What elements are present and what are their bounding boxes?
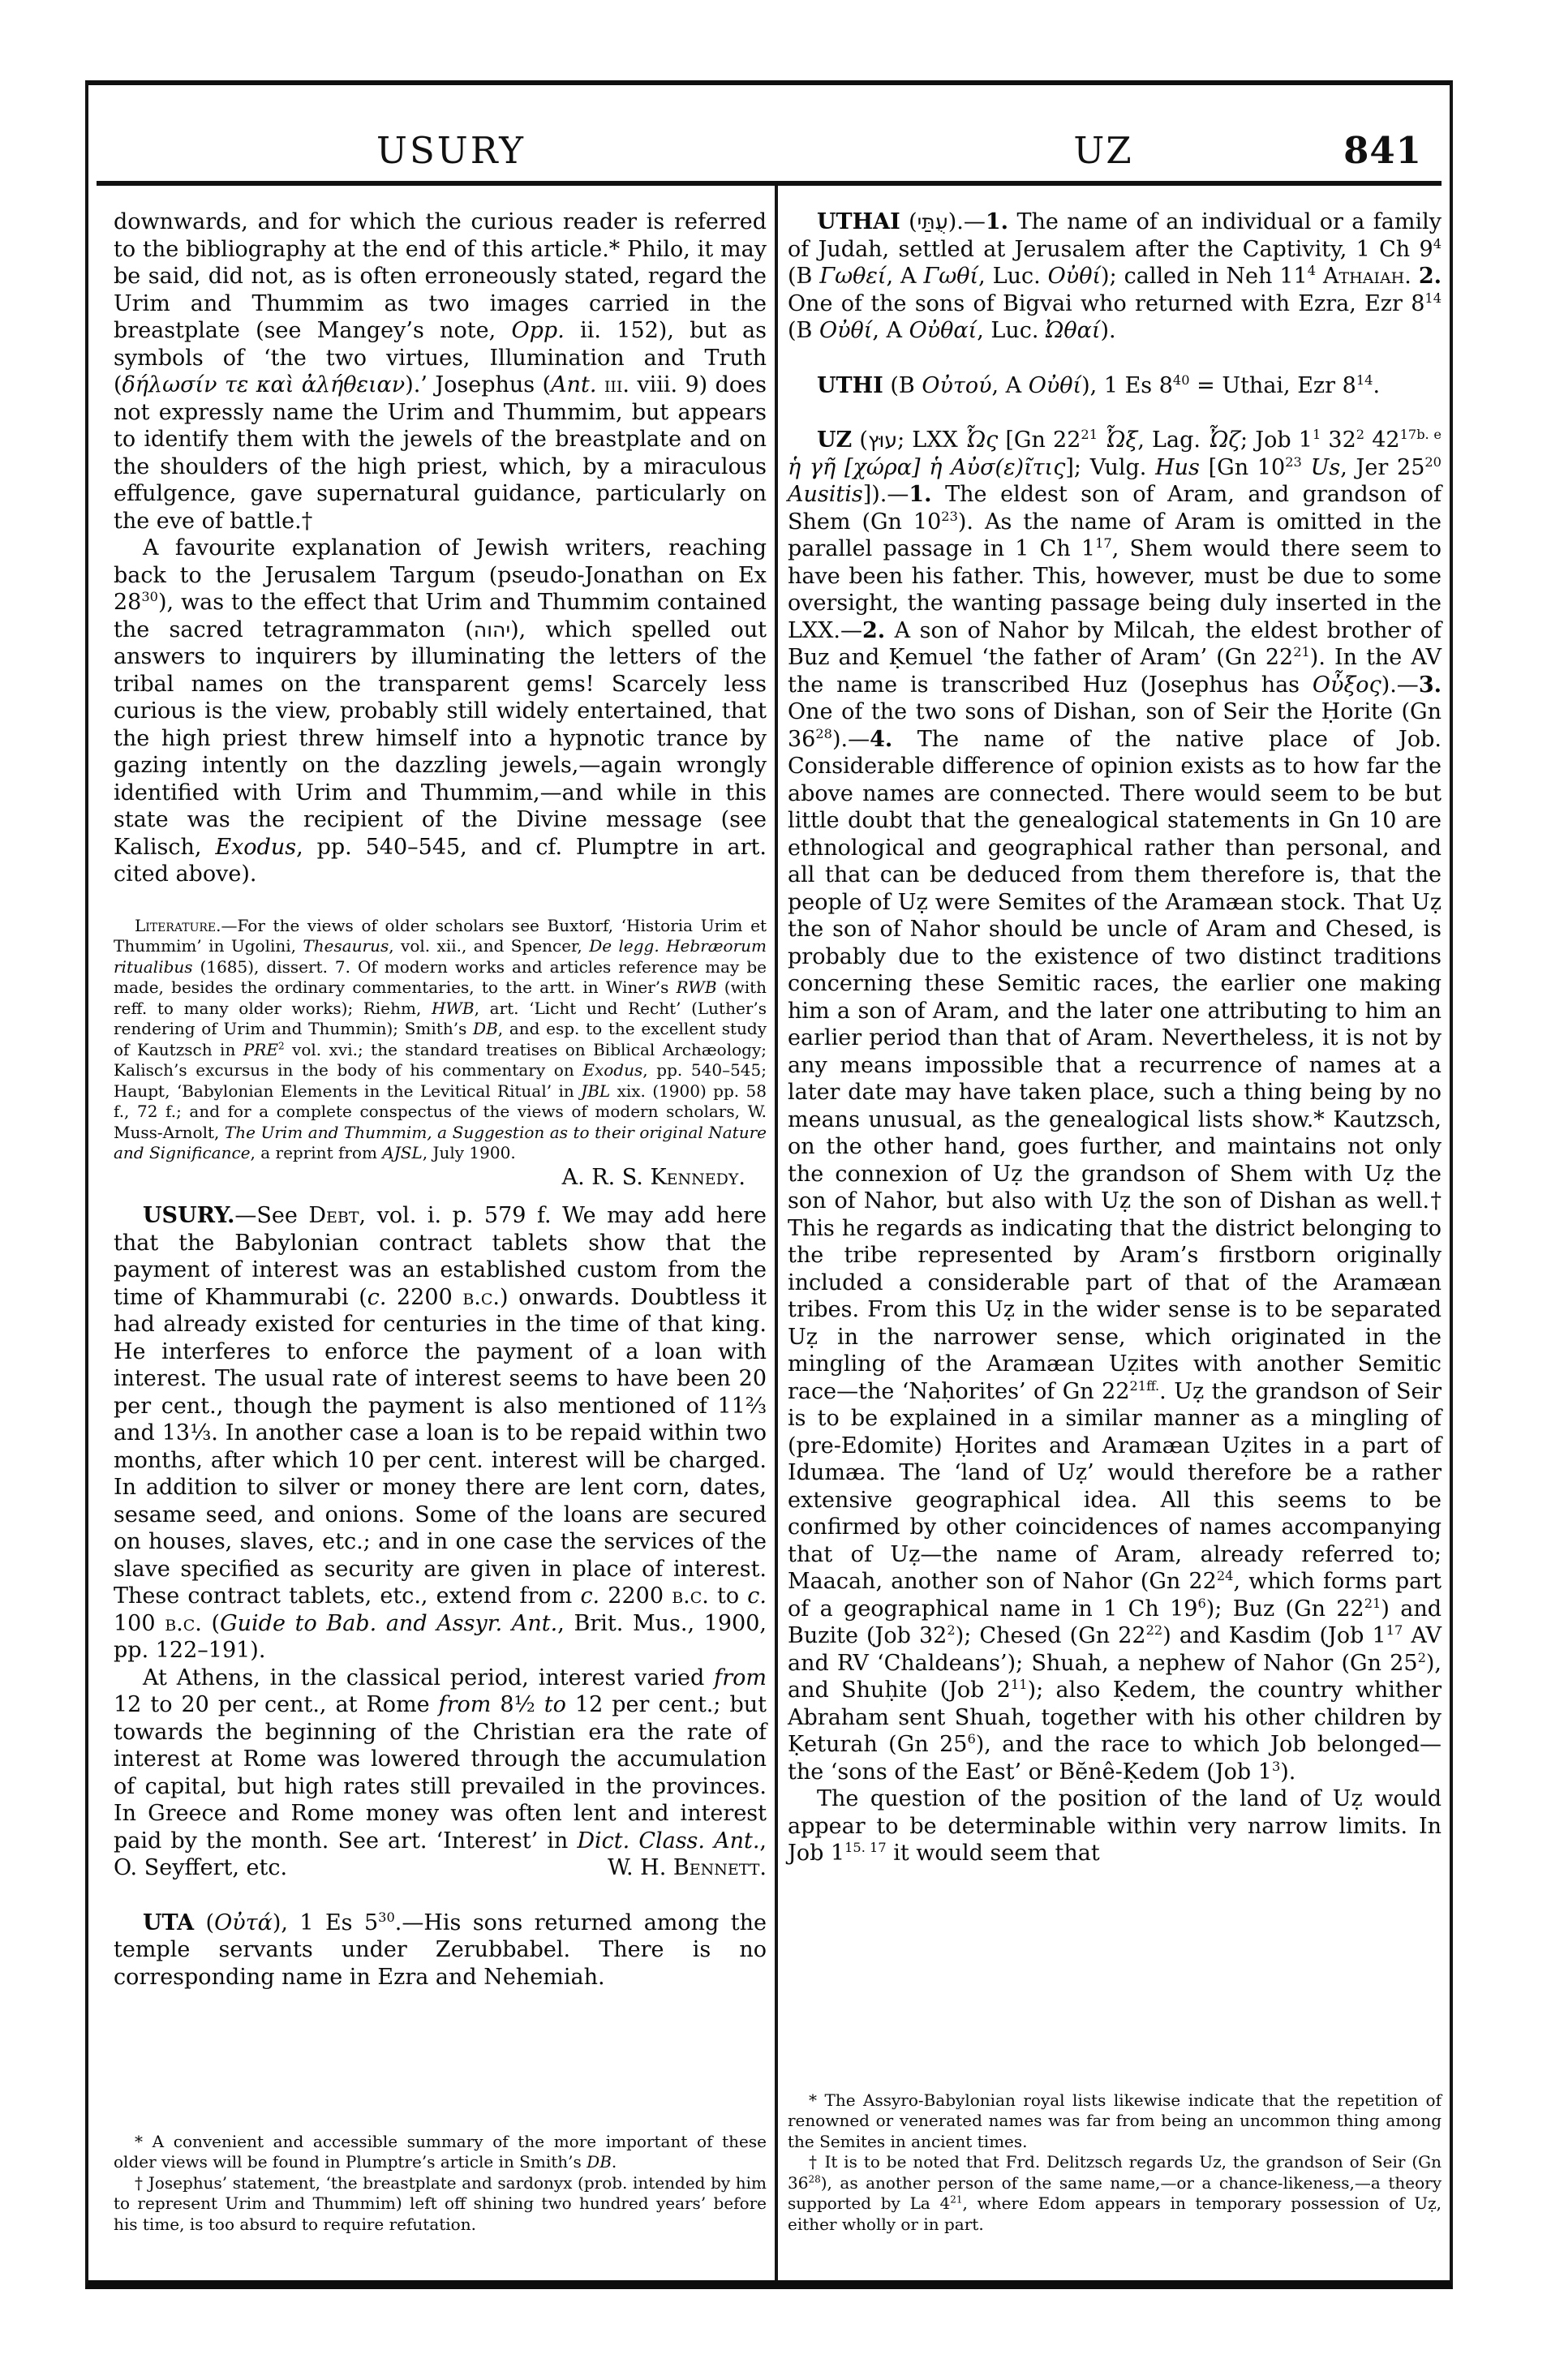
running-title-right: UZ — [1073, 129, 1133, 172]
italic-run: DB — [473, 1019, 498, 1038]
right-column — [788, 186, 1442, 2280]
italic-run: Οὖξος — [1312, 672, 1381, 698]
italic-run: Οὐτού — [922, 372, 992, 398]
italic-run: Guide to Bab. and Assyr. Ant. — [220, 1610, 558, 1636]
bold-run: UTA — [143, 1910, 195, 1935]
column-divider-rule — [775, 186, 778, 2280]
italic-run: De legg. Hebræorum ritualibus — [114, 936, 767, 977]
smallcaps-run: Debt — [308, 1203, 359, 1228]
italic-run: Οὐτά — [214, 1910, 273, 1935]
italic-run: Ausitis — [788, 482, 863, 507]
italic-run: Ὠθαί — [1046, 318, 1101, 343]
paragraph-continuation: downwards, and for which the curious reader is referred to the bibliography at the end of this article.* Philo, it may be said, did not, as is often erroneously stated, regard the Urim and Thummim as two images carried in the breastplate (see Mangey’s note, Opp. ii. 152), but as symbols of ‘the two virtues, Illumination and Truth (δήλωσίν τε καὶ ἀλήθειαν).’ Josephus (Ant. iii. viii. 9) does not expressly name the Urim and Thummim, but appears to identify them with the jewels of the breastplate and on the shoulders of the high priest, which, by a miraculous effulgence, gave supernatural guidance, particularly on the eve of battle.† — [114, 209, 767, 534]
italic-run: DB — [586, 2152, 612, 2172]
left-column — [114, 186, 767, 2280]
superscript-run: 4 — [1433, 235, 1442, 251]
hebrew-run: יהוה — [473, 617, 511, 642]
hebrew-run: עוּץ — [867, 428, 898, 452]
signature-line — [114, 1164, 767, 1192]
superscript-run: 28 — [815, 725, 832, 741]
italic-run: Γωθεί — [819, 264, 887, 289]
superscript-run: 2 — [1356, 427, 1365, 442]
smallcaps-run: iii. — [604, 372, 629, 397]
superscript-run: 21 — [1364, 1595, 1381, 1611]
italic-run: Οὐθαί — [909, 318, 978, 343]
italic-run: Hus — [1155, 454, 1200, 480]
bold-run: USURY. — [143, 1203, 235, 1228]
footnote-asterisk: * A convenient and accessible summary of the more important of these older views will be found in Plumptre’s article in Smith’s DB. — [114, 2131, 767, 2172]
superscript-run: 2 — [277, 1039, 285, 1051]
page-number: 841 — [1343, 129, 1422, 172]
superscript-run: 23 — [941, 508, 958, 524]
superscript-run: 40 — [1172, 372, 1190, 388]
superscript-run: 21ff. — [1129, 1377, 1160, 1394]
italic-run: Ὦζ — [1208, 427, 1241, 453]
literature-note: Literature.—For the views of older scholars see Buxtorf, ‘Historia Urim et Thummim’ in Ugolini, Thesaurus, vol. xii., and Spencer, De legg. Hebræorum ritualibus (1685), dissert. 7. Of modern works and articles reference may be made, besides the ordinary commentaries, to the artt. in Winer’s RWB (with reff. to many older works); Riehm, HWB, art. ‘Licht und Recht’ (Luther’s rendering of Urim and Thummin); Smith’s DB, and esp. to the excellent study of Kautzsch in PRE$^2$ vol. xvi.; the standard treatises on Biblical Archæology; Kalisch’s excursus in the body of his commentary on Exodus, pp. 540–545; Haupt, ‘Babylonian Elements in the Levitical Ritual’ in JBL xix. (1900) pp. 58 f., 72 f.; and for a complete conspectus of the views of modern scholars, W. Muss-Arnolt, The Urim and Thummim, a Suggestion as to their original Nature and Significance, a reprint from AJSL, July 1900. — [114, 915, 767, 1162]
superscript-run: 2 — [1417, 1649, 1426, 1665]
superscript-run: 4 — [1307, 263, 1316, 278]
superscript-run: 2 — [947, 1622, 956, 1638]
footnote-dagger: † It is to be noted that Frd. Delitzsch regards Uz, the grandson of Seir (Gn $36^{28}$), as another person of the same name,—or a chance-likeness,—a theory supported by La $4^{21}$, where Edom appears in temporary possession of Uẓ, either wholly or in part. — [788, 2152, 1442, 2234]
italic-run: Οὐθί — [819, 318, 873, 343]
smallcaps-run: b.c. — [165, 1610, 202, 1636]
entry-uthi: UTHI (B Οὐτού, A Οὐθί), 1 Es $8^{40}$ = Uthai, Ezr $8^{14}$. — [817, 372, 1381, 398]
bold-run: UTHI — [817, 372, 883, 398]
superscript-run: 14 — [1356, 372, 1373, 388]
bold-run: UTHAI — [817, 209, 900, 234]
italic-run: c. — [747, 1583, 767, 1609]
paragraph: A favourite explanation of Jewish writers, reaching back to the Jerusalem Targum (pseudo-Jonathan on Ex $28^{30}$), was to the effect that Urim and Thummim contained the sacred tetragrammaton (יהוה), which spelled out answers to inquirers by illuminating the letters of the tribal names on the transparent gems! Scarcely less curious is the view, probably still widely entertained, that the high priest threw himself into a hypnotic trance by gazing intently on the dazzling jewels,—again wrongly identified with Urim and Thummim,—and while in this state was the recipient of the Divine message (see Kalisch, Exodus, pp. 540–545, and cf. Plumptre in art. cited above). — [114, 535, 767, 887]
smallcaps-run: Athaiah — [1322, 264, 1405, 289]
superscript-run: 3 — [1271, 1758, 1281, 1774]
italic-run: from — [438, 1692, 492, 1717]
italic-run: from — [714, 1665, 767, 1690]
left-column-text — [114, 208, 767, 1991]
superscript-run: 21 — [1081, 427, 1098, 442]
footnote-dagger: † Josephus’ statement, ‘the breastplate and sardonyx (prob. intended by him to represent Urim and Thummim) left off shining two hundred years’ before his time, is too absurd to require refutation. — [114, 2172, 767, 2234]
bold-run: 4. — [870, 726, 893, 752]
superscript-run: 11 — [1010, 1677, 1028, 1692]
superscript-run: 21 — [950, 2193, 963, 2206]
smallcaps-run: Literature. — [135, 915, 221, 935]
superscript-run: 6 — [967, 1731, 976, 1746]
bold-run: 3. — [1418, 672, 1442, 698]
italic-run: Ant. — [551, 372, 597, 397]
italic-run: Ὦξ — [1105, 427, 1138, 453]
superscript-run: 30 — [378, 1909, 395, 1925]
superscript-run: 21 — [1293, 644, 1310, 659]
italic-run: RWB — [676, 977, 717, 997]
superscript-run: 14 — [1424, 290, 1442, 306]
entry-uta: UTA (Οὐτά), 1 Es $5^{30}.—His$ sons returned among the temple servants under Zerubbabel. There is no corresponding name in Ezra and Nehemiah. — [114, 1909, 767, 1990]
italic-run: Οὐθί — [1028, 372, 1082, 398]
superscript-run: 22 — [1145, 1622, 1163, 1638]
bold-run: 1. — [909, 482, 932, 507]
italic-run: c. — [580, 1583, 600, 1609]
superscript-run: 17b. e — [1399, 427, 1442, 442]
footnote-asterisk: * The Assyro-Babylonian royal lists likewise indicate that the repetition of renowned or venerated names was far from being an uncommon thing among the Semites in ancient times. — [788, 2090, 1442, 2151]
italic-run: Thesaurus — [303, 936, 389, 956]
italic-run: HWB — [431, 998, 475, 1018]
superscript-run: 6 — [1197, 1595, 1206, 1611]
superscript-run: 20 — [1424, 453, 1442, 470]
bold-run: 2. — [861, 617, 886, 643]
superscript-run: 23 — [1285, 453, 1302, 470]
italic-run: Οὐθί — [1047, 264, 1102, 289]
running-header — [88, 85, 1450, 181]
page-frame — [85, 80, 1453, 2289]
italic-run: JBL — [581, 1080, 611, 1101]
italic-run: Γωθί — [923, 264, 979, 289]
paragraph: The question of the position of the land of Uẓ would appear to be determinable within very narrow limits. In Job $1^{15. 17}$ it would seem that — [788, 1786, 1442, 1866]
left-column-footnotes — [114, 2117, 767, 2236]
running-title-left: USURY — [376, 129, 526, 172]
entry-uthai: UTHAI (עֻתַּי).—1. The name of an individual or a family of Judah, settled at Jerusalem after the Captivity, 1 Ch $9^4$ (B Γωθεί, A Γωθί, Luc. Οὐθί); called in Neh $11^4$ Athaiah. 2. One of the sons of Bigvai who returned with Ezra, Ezr $8^{14}$ (B Οὐθί, A Οὐθαί, Luc. Ὠθαί). — [788, 209, 1442, 343]
italic-run: PRE — [243, 1039, 278, 1059]
superscript-run: 15. 17 — [844, 1840, 887, 1855]
italic-run: Exodus — [582, 1060, 643, 1080]
smallcaps-run: A. R. S. Kennedy. — [561, 1164, 745, 1190]
signature-run: W. H. Bennett. — [607, 1855, 767, 1880]
italic-run: Exodus — [215, 834, 297, 860]
italic-run: The Urim and Thummim, a Suggestion as to their original Nature and Significance — [114, 1122, 767, 1162]
text-columns — [88, 186, 1450, 2280]
italic-run: ἡ γῆ [χώρα] ἡ Αὐσ(ε)ῖτις — [788, 454, 1066, 480]
italic-run: AJSL — [382, 1143, 423, 1162]
bold-run: 1. — [985, 209, 1009, 234]
superscript-run: 30 — [141, 589, 158, 604]
bold-run: 2. — [1418, 264, 1442, 289]
italic-run: c. — [367, 1284, 387, 1310]
paragraph: At Athens, in the classical period, interest varied from 12 to 20 per cent., at Rome from 8½ to 12 per cent.; but towards the beginning of the Christian era the rate of interest at Rome was lowered through the accumulation of capital, but high rates still prevailed in the provinces. In Greece and Rome money was often lent and interest paid by the month. See art. ‘Interest’ in Dict. Class. Ant., O. Seyffert, etc. W. H. Bennett. — [114, 1665, 767, 1880]
superscript-run: 1 — [1312, 427, 1321, 442]
italic-run: Dict. Class. Ant. — [577, 1828, 760, 1854]
entry-uz: UZ (עוּץ; LXX Ὦς [Gn $22^{21}$ Ὦξ, Lag. Ὦζ; Job $1^1$ $32^2$ $42^{17b. e}$ ἡ γῆ [χώρα] ἡ Αὐσ(ε)ῖτις]; Vulg. Hus [Gn $10^{23}$ Us, Jer $25^{20}$ Ausitis]).—1. The eldest son of Aram, and grandson of Shem (Gn $10^{23}$). As the name of Aram is omitted in the parallel passage in 1 Ch $1^{17}$, Shem would there seem to have been his father. This, however, must be due to some oversight, the wanting passage being duly inserted in the LXX.—2. A son of Nahor by Milcah, the eldest brother of Buz and Ḳemuel ‘the father of Aram’ (Gn $22^{21}$). In the AV the name is transcribed Huz (Josephus has Οὖξος).—3. One of the two sons of Dishan, son of Seir the Ḥorite (Gn $36^{28}).—4$. The name of the native place of Job. Considerable difference of opinion exists as to how far the above names are connected. There would seem to be but little doubt that the genealogical statements in Gn 10 are ethnological and geographical rather than personal, and all that can be deduced from them therefore is, that the people of Uẓ were Semites of the Aramæan stock. That Uẓ the son of Nahor should be uncle of Aram and Chesed, is probably due to the existence of two distinct traditions concerning these Semitic races, the earlier one making him a son of Aram, and the later one attributing to him an earlier period than that of Aram. Nevertheless, it is not by any means impossible that a recurrence of names at a later date may have taken place, such a thing being by no means unusual, as the genealogical lists show.* Kautzsch, on the other hand, goes further, and maintains not only the connexion of Uẓ the grandson of Shem with Uẓ the son of Nahor, but also with Uẓ the son of Dishan as well.† This he regards as indicating that the district belonging to the tribe represented by Aram’s firstborn originally included a considerable part of that of the Aramæan tribes. From this Uẓ in the wider sense is to be separated Uẓ in the narrower sense, which originated in the mingling of the Aramæan Uẓites with another Semitic race—the ‘Naḥorites’ of Gn $22^{21ff.}$. Uẓ the grandson of Seir is to be explained in a similar manner as a mingling of (pre-Edomite) Ḥorites and Aramæan Uẓites in a part of Idumæa. The ‘land of Uẓ’ would therefore be a rather extensive geographical idea. All this seems to be confirmed by other coincidences of names accompanying that of Uẓ—the name of Aram, already referred to; Maacah, another son of Nahor (Gn $22^{24}$, which forms part of a geographical name in 1 Ch $19^6$); Buz (Gn $22^{21}$) and Buzite (Job $32^2$); Chesed (Gn $22^{22}$) and Kasdim (Job $1^{17}$ AV and RV ‘Chaldeans’); Shuah, a nephew of Nahor (Gn $25^2$), and Shuḥite (Job $2^{11}$); also Ḳedem, the country whither Abraham sent Shuah, together with his other children by Ḳeturah (Gn $25^6$), and the race to which Job belonged—the ‘sons of the East’ or Bĕnê-Ḳedem (Job $1^3$). — [788, 427, 1442, 1785]
superscript-run: 24 — [1216, 1568, 1234, 1583]
italic-run: δήλωσίν τε καὶ ἀλήθειαν — [122, 372, 406, 397]
superscript-run: 17 — [1386, 1622, 1403, 1638]
bold-run: UZ — [817, 427, 853, 453]
italic-run: to — [544, 1692, 566, 1717]
entry-usury: USURY.—See Debt, vol. i. p. 579 f. We may add here that the Babylonian contract tablets show that the payment of interest was an established custom from the time of Khammurabi (c. 2200 b.c.) onwards. Doubtless it had already existed for centuries in the time of that king. He interferes to enforce the payment of a loan with interest. The usual rate of interest seems to have been 20 per cent., though the payment is also mentioned of 11⅔ and 13⅓. In another case a loan is to be repaid within two months, after which 10 per cent. interest will be charged. In addition to silver or money there are lent corn, dates, sesame seed, and onions. Some of the loans are secured on houses, slaves, etc.; and in one case the services of the slave specified as security are given in place of interest. These contract tablets, etc., extend from c. 2200 b.c. to c. 100 b.c. (Guide to Bab. and Assyr. Ant., Brit. Mus., 1900, pp. 122–191). — [114, 1203, 767, 1663]
hebrew-run: עֻתַּי — [917, 210, 948, 234]
smallcaps-run: b.c. — [672, 1583, 709, 1609]
superscript-run: 28 — [808, 2172, 821, 2185]
italic-run: Ὦς — [965, 427, 999, 453]
italic-run: Us — [1310, 454, 1341, 480]
right-column-footnotes — [788, 2076, 1442, 2236]
smallcaps-run: b.c. — [462, 1284, 501, 1310]
italic-run: Opp. — [511, 318, 565, 343]
superscript-run: 17 — [1095, 535, 1112, 551]
right-column-text — [788, 208, 1442, 1867]
